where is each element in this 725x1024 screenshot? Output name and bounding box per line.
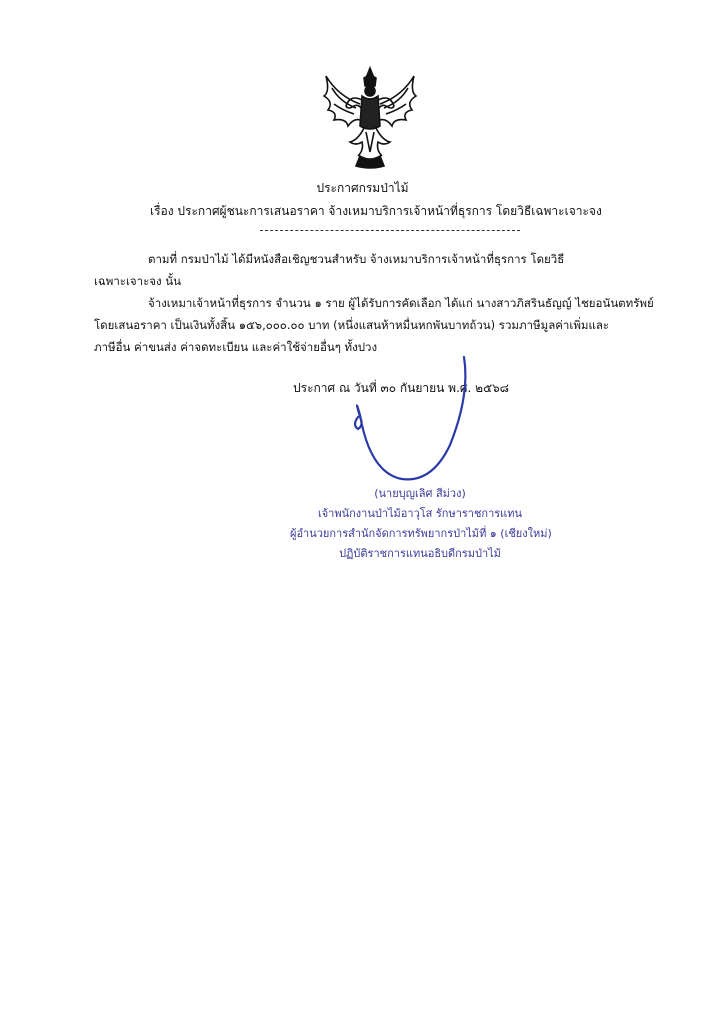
paragraph-1-line-2: เฉพาะเจาะจง นั้น [94, 274, 182, 288]
paragraph-2-line-1: จ้างเหมาเจ้าหน้าที่ธุรการ จำนวน ๑ ราย ผู้ได้รับการคัดเลือก ได้แก่ นางสาวภิสรินธัญญ์ ไชยอนันตทรัพย์ [148, 296, 654, 310]
subject-divider [260, 230, 520, 231]
signatory-position-1: เจ้าพนักงานป่าไม้อาวุโส รักษาราชการแทน [317, 507, 523, 520]
garuda-emblem-icon [320, 66, 420, 170]
paragraph-2-line-3: ภาษีอื่น ค่าขนส่ง ค่าจดทะเบียน และค่าใช้จ่ายอื่นๆ ทั้งปวง [94, 340, 378, 354]
paragraph-1-line-1: ตามที่ กรมป่าไม้ ได้มีหนังสือเชิญชวนสำหรับ จ้างเหมาบริการเจ้าหน้าที่ธุรการ โดยวิธี [148, 252, 565, 266]
paragraph-2-line-2: โดยเสนอราคา เป็นเงินทั้งสิ้น ๑๕๖,๐๐๐.๐๐ บาท (หนึ่งแสนห้าหมื่นหกพันบาทถ้วน) รวมภาษีมูลค่าเพิ่มและ [94, 318, 610, 332]
signatory-name: (นายบุญเลิศ สีม่วง) [374, 487, 466, 500]
handwritten-signature [340, 355, 490, 495]
signatory-position-2: ผู้อำนวยการสำนักจัดการทรัพยากรป่าไม้ที่ ๑ (เชียงใหม่) [290, 527, 552, 540]
announce-date: ประกาศ ณ วันที่ ๓๐ กันยายน พ.ศ. ๒๕๖๘ [293, 381, 510, 395]
document-subject: เรื่อง ประกาศผู้ชนะการเสนอราคา จ้างเหมาบริการเจ้าหน้าที่ธุรการ โดยวิธีเฉพาะเจาะจง [150, 204, 602, 218]
signatory-position-3: ปฏิบัติราชการแทนอธิบดีกรมป่าไม้ [339, 547, 501, 560]
document-title: ประกาศกรมป่าไม้ [316, 181, 409, 195]
